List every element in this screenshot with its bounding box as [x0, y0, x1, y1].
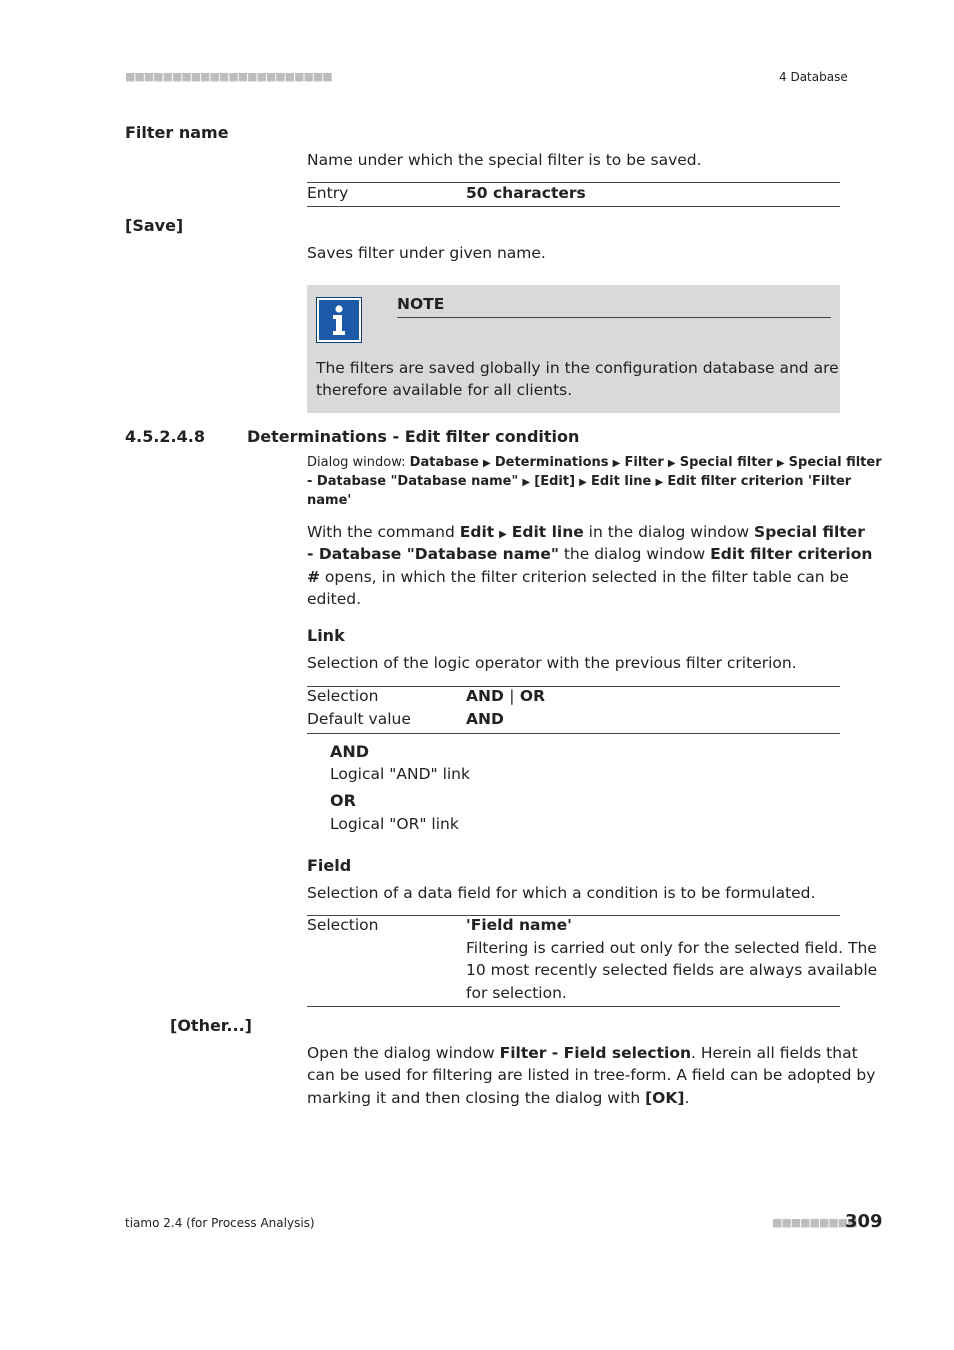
- default-key: Default value: [307, 710, 411, 728]
- footer-dots: ■■■■■■■■■: [772, 1216, 857, 1229]
- other-title: [Other...]: [170, 1016, 252, 1035]
- selection-separator: |: [509, 687, 515, 705]
- other-line-1: [307, 1042, 858, 1065]
- table-row: [307, 183, 840, 206]
- save-title: [Save]: [125, 216, 184, 235]
- field-title: Field: [307, 856, 352, 875]
- selection-value: [466, 687, 545, 705]
- intro-text: opens, in which the filter criterion selected in the filter table can be: [320, 568, 849, 586]
- intro-hash: #: [307, 568, 320, 586]
- entry-key: Entry: [307, 184, 349, 202]
- intro-db: - Database "Database name": [307, 545, 559, 563]
- dialog-path-line-1: [307, 453, 882, 474]
- header-dots: ■■■■■■■■■■■■■■■■■■■■■■: [125, 70, 332, 83]
- note-title: NOTE: [397, 295, 445, 313]
- other-ok: [OK]: [645, 1089, 685, 1107]
- and-title: AND: [330, 742, 370, 761]
- other-text: .: [684, 1089, 690, 1107]
- selection-key: Selection: [307, 687, 379, 705]
- other-line-2: can be used for filtering are listed in tree-form. A field can be adopted by: [307, 1066, 876, 1084]
- other-text: marking it and then closing the dialog with: [307, 1089, 646, 1107]
- triangle-right-icon: ▶: [522, 477, 531, 488]
- triangle-right-icon: ▶: [776, 458, 785, 469]
- path-item: - Database "Database name": [307, 474, 519, 489]
- other-text: . Herein all fields that: [691, 1044, 858, 1062]
- default-value: AND: [466, 710, 504, 728]
- link-title: Link: [307, 626, 345, 645]
- dialog-prefix: Dialog window:: [307, 455, 406, 470]
- intro-text: the dialog window: [558, 545, 711, 563]
- selection-and: AND: [466, 687, 504, 705]
- entry-value: 50 characters: [466, 184, 586, 202]
- field-table: [307, 915, 878, 1007]
- selection-or: OR: [519, 687, 546, 705]
- intro-criterion: Edit filter criterion: [710, 545, 873, 563]
- note-box: [307, 285, 840, 413]
- intro-special: Special filter: [754, 523, 865, 541]
- triangle-right-icon: ▶: [612, 458, 621, 469]
- field-selection-value: 'Field name': [466, 916, 572, 934]
- or-title: OR: [330, 791, 356, 810]
- path-item: name': [307, 493, 352, 508]
- footer-product: tiamo 2.4 (for Process Analysis): [125, 1216, 315, 1230]
- path-item: [Edit]: [534, 474, 576, 489]
- filter-name-table: [307, 182, 840, 207]
- triangle-right-icon: ▶: [579, 477, 587, 488]
- field-selection-desc-2: 10 most recently selected fields are always available: [466, 961, 878, 979]
- filter-name-description: Name under which the special filter is to be saved.: [307, 151, 702, 169]
- filter-name-title: Filter name: [125, 123, 229, 142]
- intro-text: With the command: [307, 523, 460, 541]
- path-item: Determinations: [494, 455, 609, 470]
- other-text: Open the dialog window: [307, 1044, 500, 1062]
- field-selection-desc-3: for selection.: [466, 984, 567, 1002]
- path-item: Filter: [624, 455, 664, 470]
- section-title: Determinations - Edit filter condition: [247, 427, 580, 446]
- intro-line-4: edited.: [307, 590, 362, 608]
- page-number: 309: [845, 1211, 883, 1232]
- triangle-right-icon: ▶: [655, 477, 664, 488]
- path-item: Edit line: [591, 474, 652, 489]
- field-selection-key: Selection: [307, 916, 379, 934]
- note-rule: [397, 317, 831, 318]
- note-line-1: The filters are saved globally in the configuration database and are: [316, 359, 839, 377]
- field-description: Selection of a data field for which a condition is to be formulated.: [307, 884, 816, 902]
- and-description: Logical "AND" link: [330, 765, 470, 783]
- path-item: Database: [409, 455, 479, 470]
- field-selection-desc-1: Filtering is carried out only for the selected field. The: [466, 939, 877, 957]
- triangle-right-icon: ▶: [499, 529, 507, 540]
- chapter-label: 4 Database: [779, 70, 848, 84]
- section-number: 4.5.2.4.8: [125, 427, 205, 446]
- table-row: [307, 687, 840, 710]
- intro-editline: Edit line: [511, 523, 584, 541]
- link-table: [307, 686, 840, 734]
- other-dialog-name: Filter - Field selection: [499, 1044, 692, 1062]
- dialog-path-line-2: [307, 472, 852, 493]
- triangle-right-icon: ▶: [667, 458, 676, 469]
- path-item: Special filter: [679, 455, 773, 470]
- link-description: Selection of the logic operator with the previous filter criterion.: [307, 654, 797, 672]
- triangle-right-icon: ▶: [483, 458, 491, 469]
- other-line-3: [307, 1087, 689, 1110]
- intro-line-2: [307, 543, 872, 566]
- table-row: [307, 710, 840, 733]
- note-line-2: therefore available for all clients.: [316, 381, 573, 399]
- dialog-path-line-3: [307, 491, 351, 511]
- info-icon: [316, 297, 362, 343]
- intro-line-3: [307, 566, 849, 589]
- save-description: Saves filter under given name.: [307, 244, 546, 262]
- intro-edit: Edit: [459, 523, 495, 541]
- path-item: Edit filter criterion 'Filter: [667, 474, 852, 489]
- intro-text: in the dialog window: [583, 523, 755, 541]
- path-item: Special filter: [788, 455, 882, 470]
- or-description: Logical "OR" link: [330, 815, 459, 833]
